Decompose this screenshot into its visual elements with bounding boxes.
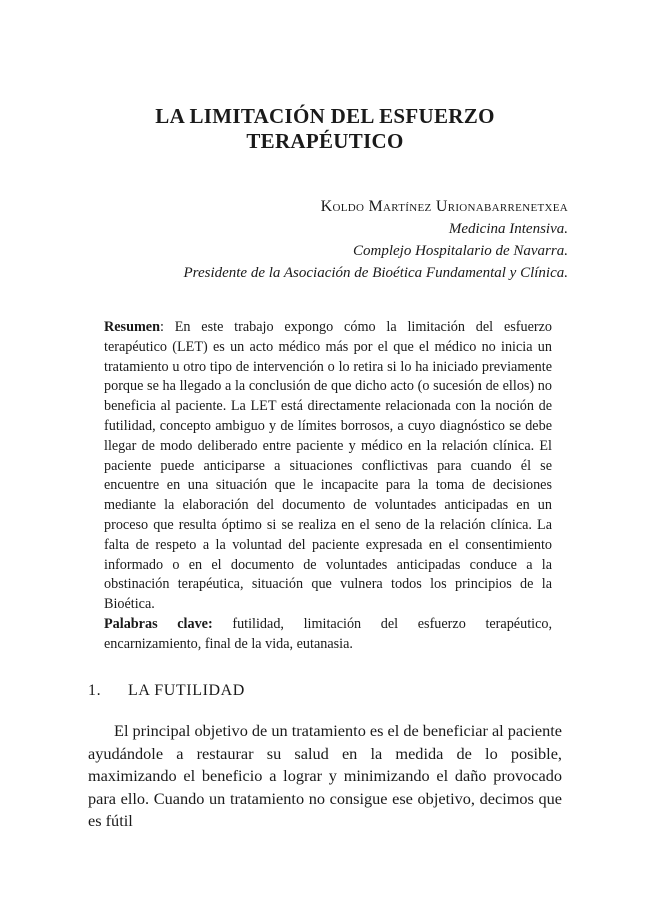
article-title xyxy=(0,104,650,154)
abstract xyxy=(104,318,552,655)
keywords-paragraph xyxy=(104,615,552,655)
abstract-label: Resumen xyxy=(104,319,160,335)
abstract-paragraph xyxy=(104,318,552,615)
author-name: Koldo Martínez Urionabarrenetxea xyxy=(320,198,568,215)
affiliation-department: Medicina Intensiva. xyxy=(448,221,568,237)
title-line-2: TERAPÉUTICO xyxy=(246,129,404,153)
body-text xyxy=(88,720,562,833)
affiliation-association: Presidente de la Asociación de Bioética Fundamental y Clínica. xyxy=(183,265,568,281)
section-number: 1. xyxy=(88,682,102,699)
author-block xyxy=(184,196,569,284)
keywords-label: Palabras clave: xyxy=(104,615,213,632)
abstract-text: : En este trabajo expongo cómo la limitación del esfuerzo terapéutico (LET) es un acto médico más por el que el médico no inicia un tratamiento u otro tipo de intervención o lo retira si lo ha iniciado previamente porque se ha llegado a la conclusión de que dicho acto (o sucesión de ellos) no beneficia al paciente. La LET está directamente relacionada con la noción de futilidad, concepto ambiguo y de límites borrosos, a cuyo diagnóstico se debe llegar de modo deliberado entre paciente y médico en la relación clínica. El paciente puede anticiparse a situaciones conflictivas para cuando él se encuentre en una situación que le incapacite para la toma de decisiones mediante la elaboración del documento de voluntades anticipadas en un proceso que resulta óptimo si se realiza en el seno de la relación clínica. La falta de respeto a la voluntad del paciente expresada en el consentimiento informado o en el documento de voluntades anticipadas conduce a la obstinación terapéutica, situación que vulnera todos los principios de la Bioética. xyxy=(104,319,552,613)
affiliation-hospital: Complejo Hospitalario de Navarra. xyxy=(352,243,568,259)
section-heading xyxy=(88,681,245,701)
body-paragraph: El principal objetivo de un tratamiento es el de beneficiar al paciente ayudándole a restaurar su salud en la medida de lo posible, maximizando el beneficio a lograr y minimizando el daño provocado para ello. Cuando un tratamiento no consigue ese objetivo, decimos que es fútil xyxy=(88,721,562,830)
section-title: LA FUTILIDAD xyxy=(128,682,245,699)
title-line-1: LA LIMITACIÓN DEL ESFUERZO xyxy=(155,104,495,128)
keywords-text: futilidad, limitación del esfuerzo terapéutico, encarnizamiento, final de la vida, eutanasia. xyxy=(104,615,553,652)
